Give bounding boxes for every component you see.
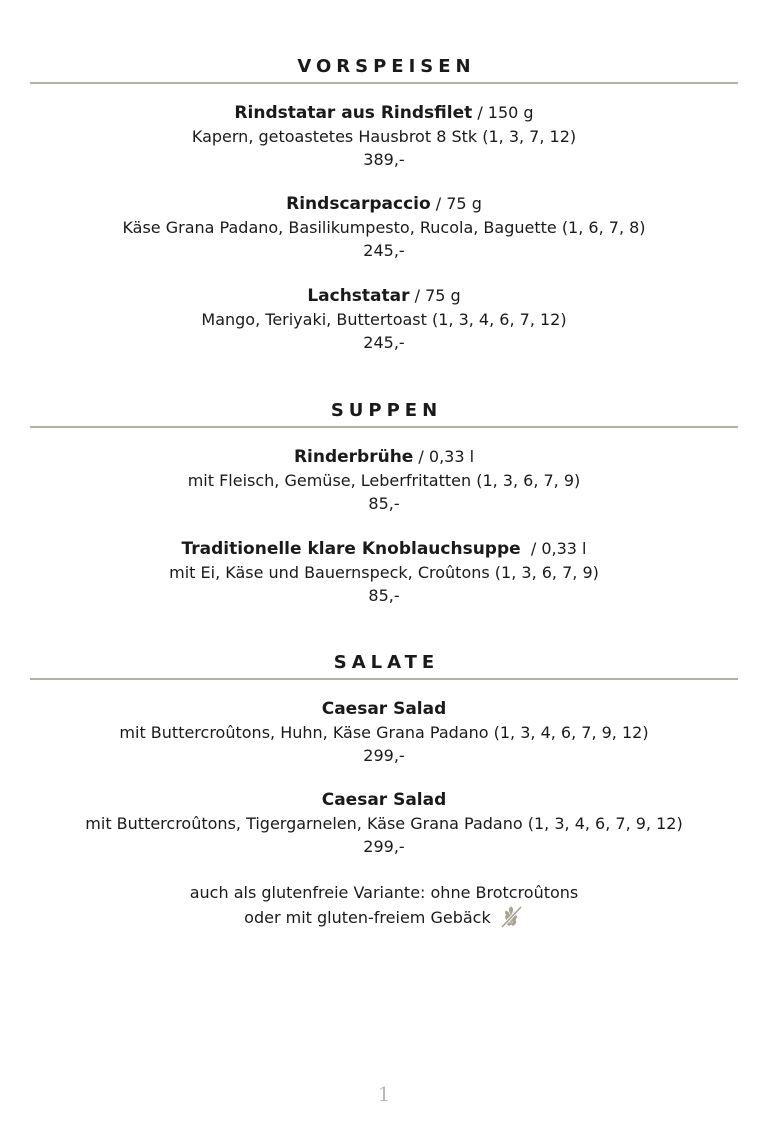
- note-line: [30, 904, 738, 930]
- item-price: 245,-: [363, 241, 405, 260]
- item-name: Rindscarpaccio: [286, 194, 431, 214]
- section-divider: [30, 678, 738, 680]
- item-description: Kapern, getoastetes Hausbrot 8 Stk (1, 3, 7, 12): [191, 127, 577, 146]
- item-name: Caesar Salad: [321, 790, 447, 810]
- item-portion: / 150 g: [472, 103, 534, 122]
- item-portion: / 75 g: [409, 286, 461, 305]
- item-description: Mango, Teriyaki, Buttertoast (1, 3, 4, 6, 7, 12): [201, 310, 567, 329]
- gluten-free-note: [30, 881, 738, 930]
- section-title: SUPPEN: [330, 400, 443, 421]
- section-salate: [30, 652, 738, 927]
- section-suppen: [30, 400, 738, 605]
- menu-item: [30, 445, 738, 515]
- item-description: mit Ei, Käse und Bauernspeck, Croûtons (1, 3, 6, 7, 9): [169, 563, 599, 582]
- item-price: 299,-: [363, 837, 405, 856]
- menu-item: [30, 101, 738, 171]
- item-name: Traditionelle klare Knoblauchsuppe: [181, 539, 521, 559]
- item-description: mit Buttercroûtons, Huhn, Käse Grana Padano (1, 3, 4, 6, 7, 9, 12): [119, 723, 649, 742]
- item-portion: / 75 g: [430, 194, 482, 213]
- item-description: mit Buttercroûtons, Tigergarnelen, Käse Grana Padano (1, 3, 4, 6, 7, 9, 12): [85, 814, 683, 833]
- note-text: oder mit gluten-freiem Gebäck: [244, 908, 491, 927]
- item-name: Rinderbrühe: [293, 447, 414, 467]
- item-name: Rindstatar aus Rindsfilet: [234, 103, 473, 123]
- item-price: 389,-: [363, 150, 405, 169]
- item-name: Lachstatar: [307, 286, 410, 306]
- item-price: 85,-: [368, 586, 400, 605]
- menu-item: [30, 284, 738, 354]
- section-title: VORSPEISEN: [297, 56, 476, 77]
- section-divider: [30, 82, 738, 84]
- section-divider: [30, 426, 738, 428]
- item-price: 245,-: [363, 333, 405, 352]
- gluten-free-icon: [498, 904, 524, 930]
- menu-item: [30, 697, 738, 767]
- menu-item: [30, 537, 738, 607]
- item-name: Caesar Salad: [321, 699, 447, 719]
- item-description: Käse Grana Padano, Basilikumpesto, Rucola, Baguette (1, 6, 7, 8): [122, 218, 646, 237]
- item-price: 299,-: [363, 746, 405, 765]
- menu-item: [30, 788, 738, 858]
- note-line: auch als glutenfreie Variante: ohne Brotcroûtons: [189, 883, 579, 902]
- item-price: 85,-: [368, 494, 400, 513]
- item-portion: / 0,33 l: [413, 447, 475, 466]
- menu-item: [30, 192, 738, 262]
- item-description: mit Fleisch, Gemüse, Leberfritatten (1, 3, 6, 7, 9): [187, 471, 581, 490]
- page-number: 1: [377, 1082, 391, 1106]
- section-vorspeisen: [30, 56, 738, 352]
- item-portion: / 0,33 l: [520, 539, 587, 558]
- section-title: SALATE: [333, 652, 440, 673]
